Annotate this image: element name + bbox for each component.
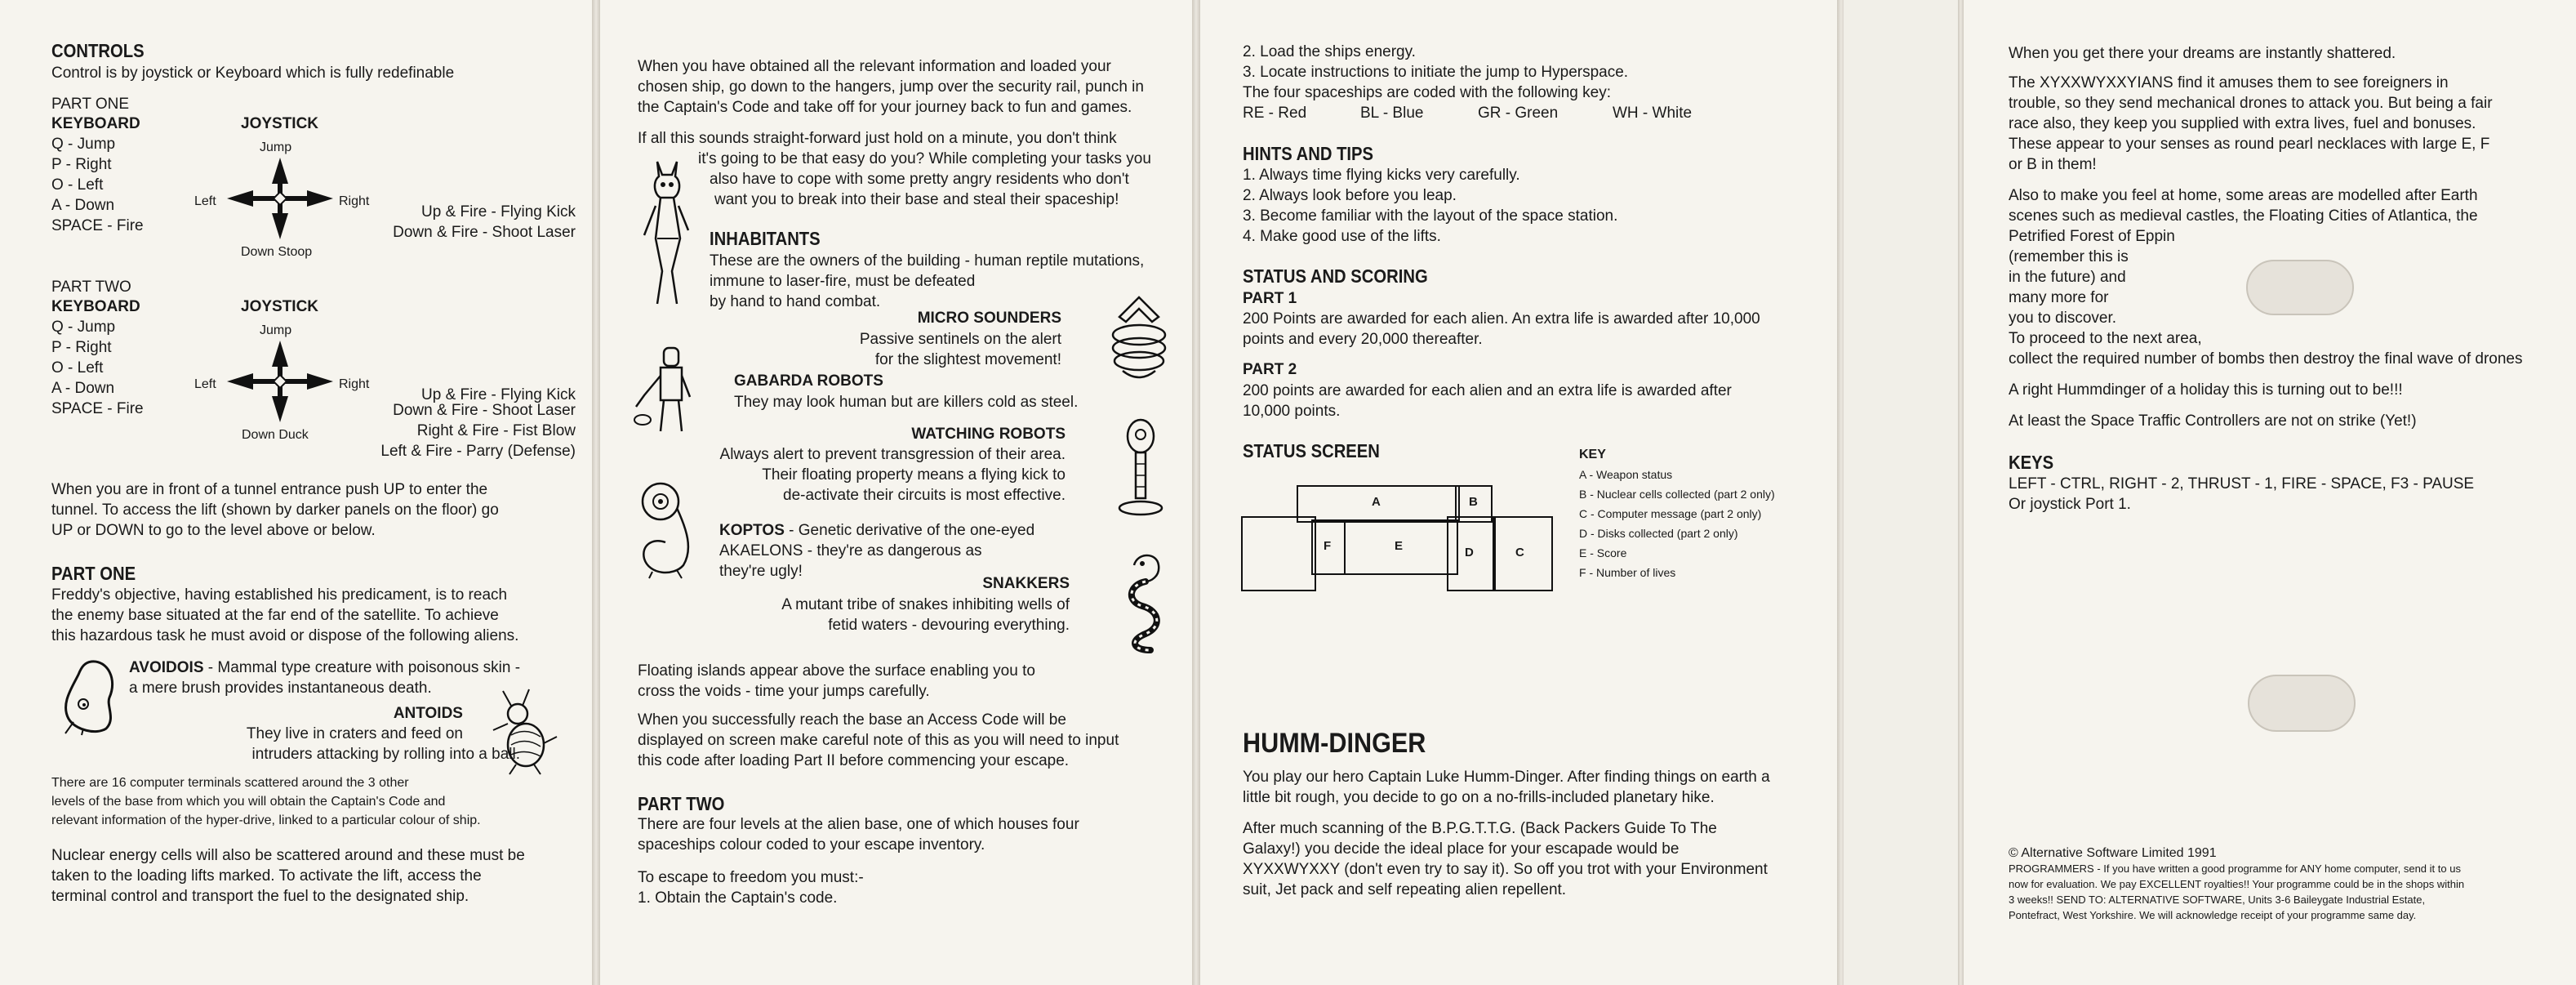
key-item: E - Score — [1579, 546, 1627, 559]
fold-line — [1192, 0, 1200, 985]
antoids-desc: intruders attacking by rolling into a ball. — [251, 746, 520, 763]
objective-line: this hazardous task he must avoid or dispose of the following aliens. — [51, 627, 519, 644]
keys-text: Or joystick Port 1. — [2009, 496, 2131, 513]
watching-robots-desc: Their floating property means a flying kick to — [762, 466, 1066, 484]
avoidois-desc: - Mammal type creature with poisonous skin - — [203, 659, 521, 676]
warning-line: also have to cope with some pretty angry residents who don't — [710, 171, 1129, 188]
inhabitant-creature-icon — [643, 157, 692, 312]
hint-item: 2. Always look before you leap. — [1243, 187, 1457, 204]
objective-line: Freddy's objective, having established his predicament, is to reach — [51, 586, 508, 604]
joy-left-label: Left — [194, 377, 216, 391]
story-line: After much scanning of the B.P.G.T.T.G. (Back Packers Guide To The — [1243, 820, 1717, 837]
joy-up-label: Jump — [260, 323, 292, 337]
gabarda-robots-desc: They may look human but are killers cold as steel. — [734, 394, 1079, 411]
key-line: P - Right — [51, 156, 112, 173]
snakkers-name: SNAKKERS — [982, 575, 1070, 592]
key-item: B - Nuclear cells collected (part 2 only) — [1579, 488, 1775, 501]
avoidois-desc-2: a mere brush provides instantaneous death. — [129, 680, 432, 697]
story-p3: (remember this is — [2009, 248, 2129, 265]
status-box-c — [1493, 516, 1553, 591]
tunnel-text-line: tunnel. To access the lift (shown by darker panels on the floor) go — [51, 501, 499, 519]
fold-line — [1958, 0, 1964, 985]
box-label: C — [1515, 546, 1524, 559]
nuclear-line: terminal control and transport the fuel to the designated ship. — [51, 888, 469, 905]
key-line: O - Left — [51, 359, 104, 377]
status-box-a — [1297, 485, 1460, 523]
combo-line: Down & Fire - Shoot Laser — [393, 402, 576, 419]
box-label: A — [1372, 495, 1381, 509]
gabarda-robot-icon — [633, 343, 698, 441]
escape-intro: To escape to freedom you must:- — [638, 869, 864, 886]
joystick-label-1: JOYSTICK — [241, 115, 319, 132]
warning-line: it's going to be that easy do you? While completing your tasks you — [698, 150, 1151, 167]
programmers-line: now for evaluation. We pay EXCELLENT royalties!! Your programme could be in the shops within — [2009, 878, 2465, 890]
antoids-icon — [487, 686, 560, 776]
joystick-cross-icon — [227, 341, 333, 422]
die-cut-hole — [2248, 675, 2356, 732]
status-box-f — [1311, 519, 1346, 575]
warning-line: want you to break into their base and steal their spaceship! — [714, 191, 1119, 208]
snakkers-desc: fetid waters - devouring everything. — [828, 617, 1070, 634]
blank-flap — [1844, 0, 1958, 985]
status-box-e — [1344, 519, 1458, 575]
avoidois-icon — [59, 655, 124, 737]
panel-scoring — [1200, 0, 1837, 985]
intro-line: When you have obtained all the relevant information and loaded your — [638, 58, 1111, 75]
escape-step: 2. Load the ships energy. — [1243, 43, 1416, 60]
joy-left-label: Left — [194, 194, 216, 208]
key-line: P - Right — [51, 339, 112, 356]
story-p3: collect the required number of bombs then destroy the final wave of drones — [2009, 350, 2523, 368]
joystick-label-2: JOYSTICK — [241, 298, 319, 315]
story-p2: trouble, so they send mechanical drones to attack you. But being a fair — [2009, 95, 2493, 112]
box-label: E — [1395, 539, 1404, 553]
watching-robots-desc: de-activate their circuits is most effective. — [783, 487, 1066, 504]
story-p3: Also to make you feel at home, some areas are modelled after Earth — [2009, 187, 2478, 204]
terminals-line: relevant information of the hyper-drive, linked to a particular colour of ship. — [51, 813, 481, 827]
access-line: When you successfully reach the base an Access Code will be — [638, 711, 1066, 729]
story-line: Galaxy!) you decide the ideal place for your escapade would be — [1243, 840, 1680, 858]
color-red: RE - Red — [1243, 105, 1307, 122]
programmers-line: PROGRAMMERS - If you have written a good programme for ANY home computer, send it to us — [2009, 862, 2461, 875]
box-label: F — [1324, 539, 1332, 553]
status-screen-heading: STATUS SCREEN — [1243, 440, 1380, 461]
status-box-d — [1447, 516, 1496, 591]
antoids-name: ANTOIDS — [393, 705, 463, 722]
key-item: F - Number of lives — [1579, 566, 1676, 579]
story-line: suit, Jet pack and self repeating alien repellent. — [1243, 881, 1567, 898]
keyboard-label-1: KEYBOARD — [51, 115, 140, 132]
part-two-desc: spaceships colour coded to your escape inventory. — [638, 836, 985, 854]
part-two-heading: PART TWO — [638, 793, 725, 814]
key-line: Q - Jump — [51, 136, 116, 153]
intro-line: chosen ship, go down to the hangers, jump over the security rail, punch in — [638, 78, 1144, 96]
joy-right-label: Right — [339, 194, 370, 208]
combo-line: Left & Fire - Parry (Defense) — [380, 443, 576, 460]
joy-down-label: Down Duck — [242, 428, 309, 442]
programmers-line: 3 weeks!! SEND TO: ALTERNATIVE SOFTWARE, Units 3-6 Baileygate Industrial Estate, — [2009, 894, 2426, 906]
color-blue: BL - Blue — [1360, 105, 1424, 122]
avoidois-name: AVOIDOIS — [129, 659, 204, 676]
inhabitants-desc: These are the owners of the building - human reptile mutations, — [710, 252, 1145, 270]
hints-heading: HINTS AND TIPS — [1243, 143, 1374, 164]
combo-line: Up & Fire - Flying Kick — [421, 203, 576, 221]
part2-text: 10,000 points. — [1243, 403, 1341, 420]
hint-item: 4. Make good use of the lifts. — [1243, 228, 1441, 245]
koptos-desc-2: AKAELONS - they're as dangerous as — [719, 542, 982, 559]
part-one-heading: PART ONE — [51, 563, 136, 584]
koptos-icon — [636, 480, 710, 578]
panel-story — [1964, 0, 2576, 985]
micro-sounders-desc: Passive sentinels on the alert — [859, 331, 1061, 348]
joystick-cross-icon — [227, 158, 333, 239]
nuclear-line: taken to the loading lifts marked. To activate the lift, access the — [51, 867, 482, 885]
part1-text: points and every 20,000 thereafter. — [1243, 331, 1483, 348]
joy-right-label: Right — [339, 377, 370, 391]
koptos-desc: - Genetic derivative of the one-eyed — [784, 522, 1035, 539]
key-item: A - Weapon status — [1579, 468, 1673, 481]
key-line: SPACE - Fire — [51, 217, 144, 234]
story-p3: you to discover. — [2009, 310, 2117, 327]
key-line: A - Down — [51, 197, 115, 214]
story-p4: A right Hummdinger of a holiday this is turning out to be!!! — [2009, 381, 2403, 399]
story-p3: To proceed to the next area, — [2009, 330, 2202, 347]
snakkers-desc: A mutant tribe of snakes inhibiting wells of — [781, 596, 1070, 613]
die-cut-hole — [2246, 260, 2354, 315]
koptos-entry — [719, 521, 1034, 541]
key-line: O - Left — [51, 176, 104, 194]
objective-line: the enemy base situated at the far end of the satellite. To achieve — [51, 607, 499, 624]
hint-item: 1. Always time flying kicks very carefully. — [1243, 167, 1520, 184]
inhabitants-desc: immune to laser-fire, must be defeated — [710, 273, 976, 290]
watching-robot-icon — [1113, 417, 1170, 523]
story-p2: The XYXXWYXXYIANS find it amuses them to see foreigners in — [2009, 74, 2449, 91]
story-p3: in the future) and — [2009, 269, 2126, 286]
status-heading: STATUS AND SCORING — [1243, 265, 1428, 287]
story-p3: many more for — [2009, 289, 2109, 306]
key-line: SPACE - Fire — [51, 400, 144, 417]
copyright: © Alternative Software Limited 1991 — [2009, 846, 2217, 860]
status-box-left — [1241, 516, 1316, 591]
story-p2: These appear to your senses as round pearl necklaces with large E, F — [2009, 136, 2490, 153]
keys-heading: KEYS — [2009, 452, 2054, 473]
coded-line: The four spaceships are coded with the following key: — [1243, 84, 1611, 101]
controls-heading: CONTROLS — [51, 40, 145, 61]
combo-line: Up & Fire - Flying Kick — [421, 386, 576, 403]
koptos-desc-3: they're ugly! — [719, 563, 803, 580]
terminals-line: levels of the base from which you will obtain the Captain's Code and — [51, 795, 446, 809]
key-item: D - Disks collected (part 2 only) — [1579, 527, 1738, 540]
koptos-name: KOPTOS — [719, 522, 785, 539]
access-line: this code after loading Part II before commencing your escape. — [638, 752, 1070, 769]
part1-label: PART 1 — [1243, 290, 1297, 307]
story-line: XYXXWYXXY (don't even try to say it). So off you trot with your Environment — [1243, 861, 1768, 878]
joy-down-label: Down Stoop — [241, 245, 313, 259]
panel-inhabitants — [600, 0, 1192, 985]
box-label: B — [1469, 495, 1478, 509]
part2-label: PART 2 — [1243, 361, 1297, 378]
fold-line — [592, 0, 600, 985]
part2-text: 200 points are awarded for each alien and an extra life is awarded after — [1243, 382, 1732, 399]
hint-item: 3. Become familiar with the layout of the space station. — [1243, 207, 1618, 225]
controls-intro: Control is by joystick or Keyboard which is fully redefinable — [51, 65, 455, 82]
joy-up-label: Jump — [260, 140, 292, 154]
panel-controls — [0, 0, 592, 985]
keys-text: LEFT - CTRL, RIGHT - 2, THRUST - 1, FIRE - SPACE, F3 - PAUSE — [2009, 475, 2475, 492]
avoidois-entry — [129, 658, 520, 678]
box-label: D — [1465, 546, 1474, 559]
part-two-label: PART TWO — [51, 279, 131, 296]
escape-step-1: 1. Obtain the Captain's code. — [638, 889, 838, 907]
story-p5: At least the Space Traffic Controllers are not on strike (Yet!) — [2009, 412, 2417, 430]
color-green: GR - Green — [1478, 105, 1559, 122]
tunnel-text-line: UP or DOWN to go to the level above or below. — [51, 522, 376, 539]
color-white: WH - White — [1613, 105, 1693, 122]
floating-line: Floating islands appear above the surface enabling you to — [638, 662, 1035, 680]
story-p3: Petrified Forest of Eppin — [2009, 228, 2175, 245]
combo-line: Down & Fire - Shoot Laser — [393, 224, 576, 241]
key-line: A - Down — [51, 380, 115, 397]
story-p2: race also, they keep you supplied with extra lives, fuel and bonuses. — [2009, 115, 2476, 132]
tunnel-text-line: When you are in front of a tunnel entrance push UP to enter the — [51, 481, 488, 498]
warning-line: If all this sounds straight-forward just hold on a minute, you don't think — [638, 130, 1117, 147]
floating-line: cross the voids - time your jumps carefully. — [638, 683, 930, 700]
story-p3: scenes such as medieval castles, the Floating Cities of Atlantica, the — [2009, 207, 2478, 225]
micro-sounders-desc: for the slightest movement! — [874, 351, 1061, 368]
story-p2: or B in them! — [2009, 156, 2097, 173]
watching-robots-name: WATCHING ROBOTS — [911, 426, 1066, 443]
escape-step: 3. Locate instructions to initiate the jump to Hyperspace. — [1243, 64, 1629, 81]
key-heading: KEY — [1579, 448, 1606, 461]
programmers-line: Pontefract, West Yorkshire. We will acknowledge receipt of your programme same day. — [2009, 909, 2417, 921]
watching-robots-desc: Always alert to prevent transgression of their area. — [719, 446, 1066, 463]
antoids-desc: They live in craters and feed on — [246, 725, 463, 742]
story-p1: When you get there your dreams are instantly shattered. — [2009, 45, 2396, 62]
inhabitants-heading: INHABITANTS — [710, 228, 821, 249]
intro-line: the Captain's Code and take off for your journey back to fun and games. — [638, 99, 1132, 116]
game-title: HUMM-DINGER — [1243, 728, 1426, 759]
inhabitants-desc: by hand to hand combat. — [710, 293, 881, 310]
access-line: displayed on screen make careful note of this as you will need to input — [638, 732, 1119, 749]
part1-text: 200 Points are awarded for each alien. An extra life is awarded after 10,000 — [1243, 310, 1760, 328]
combo-line: Right & Fire - Fist Blow — [416, 422, 576, 439]
snakker-icon — [1118, 549, 1175, 655]
part-two-desc: There are four levels at the alien base, one of which houses four — [638, 816, 1079, 833]
micro-sounder-icon — [1106, 294, 1172, 384]
key-line: Q - Jump — [51, 319, 116, 336]
nuclear-line: Nuclear energy cells will also be scattered around and these must be — [51, 847, 525, 864]
key-item: C - Computer message (part 2 only) — [1579, 507, 1762, 520]
keyboard-label-2: KEYBOARD — [51, 298, 140, 315]
terminals-line: There are 16 computer terminals scattered around the 3 other — [51, 776, 409, 790]
story-line: You play our hero Captain Luke Humm-Dinger. After finding things on earth a — [1243, 769, 1770, 786]
micro-sounders-name: MICRO SOUNDERS — [917, 310, 1061, 327]
story-line: little bit rough, you decide to go on a no-frills-included planetary hike. — [1243, 789, 1715, 806]
gabarda-robots-name: GABARDA ROBOTS — [734, 372, 883, 390]
part-one-label: PART ONE — [51, 96, 130, 113]
